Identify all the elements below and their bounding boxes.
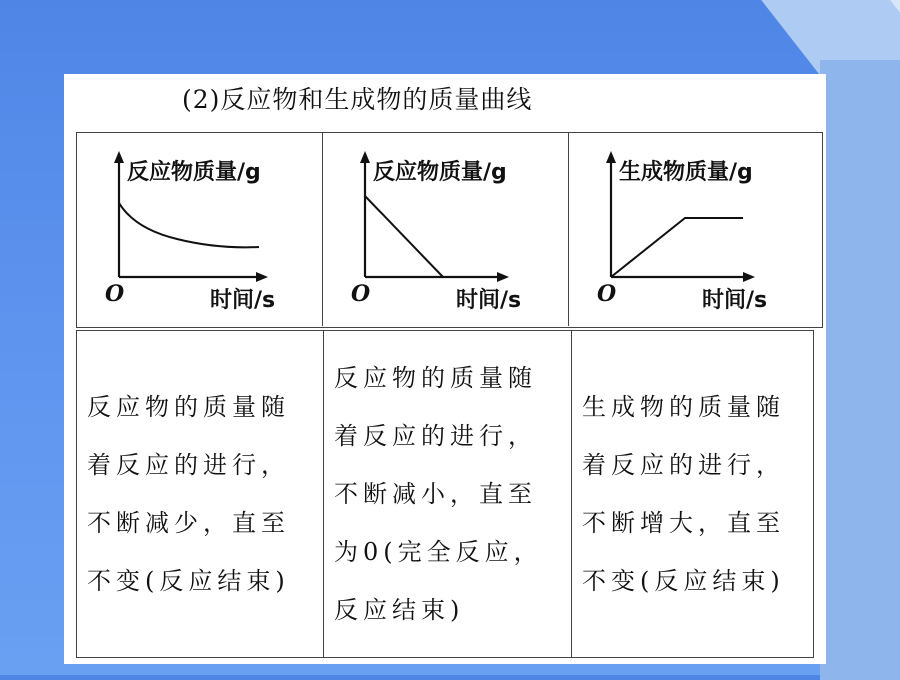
graph-3-x-label: 时间/s	[702, 288, 768, 313]
description-cell-3	[571, 331, 815, 657]
graph-3-origin: O	[597, 281, 617, 307]
graph-1-y-arrow	[114, 151, 124, 163]
graph-3-y-label: 生成物质量/g	[619, 160, 753, 185]
description-text-3: 生成物的质量随着反应的进行，不断增大，直至不变(反应结束)	[582, 393, 785, 595]
graph-1-x-label: 时间/s	[210, 288, 276, 313]
graph-row	[76, 132, 823, 328]
graph-1-origin: O	[105, 281, 125, 307]
graph-1-y-label: 反应物质量/g	[127, 160, 261, 185]
description-cell-1	[77, 331, 323, 657]
graph-3-line	[611, 218, 743, 277]
description-text-2: 反应物的质量随着反应的进行，不断减小，直至为0(完全反应，反应结束)	[334, 364, 543, 624]
background-panel-right	[820, 60, 900, 680]
graph-2-y-label: 反应物质量/g	[373, 160, 507, 185]
graph-2-line	[365, 196, 443, 277]
graph-1-x-arrow	[256, 272, 268, 282]
graph-reactant-linear	[322, 133, 568, 326]
graph-3-x-arrow	[743, 272, 755, 282]
graph-1-curve	[119, 203, 259, 247]
graph-3-y-arrow	[606, 151, 616, 163]
graph-product	[568, 133, 821, 326]
graph-2-x-label: 时间/s	[456, 288, 522, 313]
description-row	[76, 330, 814, 658]
graph-2-origin: O	[351, 281, 371, 307]
graph-2-x-arrow	[497, 272, 509, 282]
section-heading: (2)反应物和生成物的质量曲线	[182, 85, 533, 114]
description-cell-2	[323, 331, 571, 657]
graph-2-y-arrow	[360, 151, 370, 163]
description-text-1: 反应物的质量随着反应的进行，不断减少，直至不变(反应结束)	[87, 393, 290, 595]
graph-reactant-curve	[77, 133, 322, 326]
